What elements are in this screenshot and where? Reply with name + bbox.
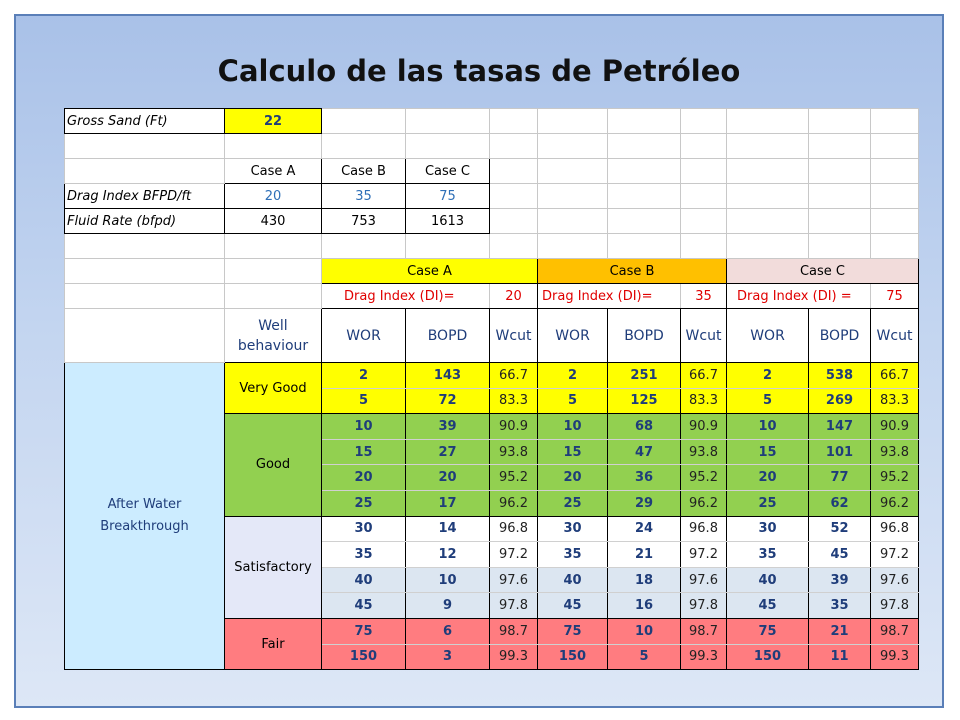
column-header-row — [65, 309, 919, 363]
blank-cell — [809, 184, 871, 209]
wcut-value: 66.7 — [490, 363, 538, 389]
blank-cell — [65, 259, 225, 284]
case-header: Case C — [406, 159, 490, 184]
wor-value: 5 — [727, 388, 809, 414]
wor-value: 2 — [727, 363, 809, 389]
wcut-value: 97.6 — [871, 567, 919, 593]
category-label: Good — [225, 414, 322, 516]
blank-cell — [809, 134, 871, 159]
case-header-row — [65, 159, 919, 184]
results-drag-index-label: Drag Index (DI)= — [538, 284, 681, 309]
bopd-value: 101 — [809, 439, 871, 465]
wor-value: 35 — [538, 542, 608, 568]
wcut-value: 99.3 — [490, 644, 538, 670]
blank-cell — [871, 234, 919, 259]
drag-index-value: 75 — [406, 184, 490, 209]
blank-cell — [681, 134, 727, 159]
results-case-c-header: Case C — [727, 259, 919, 284]
blank-cell — [225, 134, 322, 159]
blank-cell — [681, 209, 727, 234]
blank-cell — [871, 109, 919, 134]
drag-index-value: 35 — [322, 184, 406, 209]
wor-value: 20 — [322, 465, 406, 491]
well-behaviour-header: Well behaviour — [225, 309, 322, 363]
results-drag-index-row — [65, 284, 919, 309]
slide — [14, 14, 944, 708]
wor-value: 15 — [322, 439, 406, 465]
wor-value: 150 — [538, 644, 608, 670]
blank-cell — [65, 134, 225, 159]
blank-cell — [538, 184, 608, 209]
wor-value: 2 — [538, 363, 608, 389]
category-label: Satisfactory — [225, 516, 322, 618]
bopd-value: 47 — [608, 439, 681, 465]
wor-value: 25 — [538, 490, 608, 516]
wcut-value: 96.2 — [681, 490, 727, 516]
bopd-value: 35 — [809, 593, 871, 619]
blank-cell — [406, 234, 490, 259]
wor-value: 150 — [727, 644, 809, 670]
spreadsheet — [64, 108, 919, 670]
wor-value: 10 — [322, 414, 406, 440]
bopd-value: 52 — [809, 516, 871, 542]
wcut-value: 96.2 — [871, 490, 919, 516]
drag-index-value: 20 — [225, 184, 322, 209]
blank-cell — [490, 134, 538, 159]
category-label: Fair — [225, 618, 322, 669]
blank-cell — [681, 234, 727, 259]
bopd-value: 62 — [809, 490, 871, 516]
blank-cell — [490, 109, 538, 134]
blank-cell — [538, 234, 608, 259]
blank-cell — [871, 159, 919, 184]
bopd-value: 68 — [608, 414, 681, 440]
blank-cell — [681, 109, 727, 134]
results-drag-index-value: 20 — [490, 284, 538, 309]
wor-value: 25 — [322, 490, 406, 516]
blank-cell — [490, 159, 538, 184]
blank-cell — [65, 284, 225, 309]
blank-cell — [608, 184, 681, 209]
wor-value: 75 — [538, 618, 608, 644]
wor-value: 75 — [322, 618, 406, 644]
wcut-value: 93.8 — [681, 439, 727, 465]
wcut-value: 97.2 — [681, 542, 727, 568]
wcut-value: 95.2 — [871, 465, 919, 491]
wcut-value: 96.2 — [490, 490, 538, 516]
page-title: Calculo de las tasas de Petróleo — [217, 54, 741, 88]
blank-cell — [727, 184, 809, 209]
blank-cell — [809, 159, 871, 184]
blank-cell — [490, 209, 538, 234]
drag-index-row — [65, 184, 919, 209]
blank-cell — [727, 209, 809, 234]
wcut-value: 99.3 — [871, 644, 919, 670]
drag-index-label: Drag Index BFPD/ft — [65, 184, 225, 209]
wcut-value: 95.2 — [681, 465, 727, 491]
blank-cell — [322, 134, 406, 159]
wcut-value: 90.9 — [490, 414, 538, 440]
bopd-value: 21 — [809, 618, 871, 644]
blank-cell — [727, 109, 809, 134]
bopd-value: 39 — [809, 567, 871, 593]
gross-sand-row — [65, 109, 919, 134]
bopd-value: 24 — [608, 516, 681, 542]
blank-cell — [608, 209, 681, 234]
wcut-value: 90.9 — [871, 414, 919, 440]
wcut-value: 97.6 — [490, 567, 538, 593]
bopd-value: 251 — [608, 363, 681, 389]
wcut-value: 98.7 — [871, 618, 919, 644]
wor-value: 15 — [727, 439, 809, 465]
wor-value: 10 — [727, 414, 809, 440]
column-header: BOPD — [406, 309, 490, 363]
blank-cell — [322, 109, 406, 134]
blank-cell — [727, 234, 809, 259]
bopd-value: 538 — [809, 363, 871, 389]
bopd-value: 269 — [809, 388, 871, 414]
bopd-value: 20 — [406, 465, 490, 491]
gross-sand-label: Gross Sand (Ft) — [65, 109, 225, 134]
bopd-value: 45 — [809, 542, 871, 568]
wor-value: 35 — [322, 542, 406, 568]
bopd-value: 143 — [406, 363, 490, 389]
wor-value: 30 — [538, 516, 608, 542]
wor-value: 150 — [322, 644, 406, 670]
wor-value: 15 — [538, 439, 608, 465]
results-drag-index-value: 35 — [681, 284, 727, 309]
wcut-value: 97.2 — [871, 542, 919, 568]
bopd-value: 11 — [809, 644, 871, 670]
wcut-value: 95.2 — [490, 465, 538, 491]
blank-cell — [608, 159, 681, 184]
bopd-value: 14 — [406, 516, 490, 542]
bopd-value: 36 — [608, 465, 681, 491]
blank-cell — [608, 109, 681, 134]
wor-value: 2 — [322, 363, 406, 389]
blank-cell — [406, 109, 490, 134]
blank-cell — [538, 209, 608, 234]
bopd-value: 77 — [809, 465, 871, 491]
wcut-value: 96.8 — [871, 516, 919, 542]
column-header: WOR — [727, 309, 809, 363]
wcut-value: 97.8 — [871, 593, 919, 619]
data-row — [65, 363, 919, 389]
fluid-rate-value: 430 — [225, 209, 322, 234]
blank-cell — [65, 159, 225, 184]
blank-cell — [538, 109, 608, 134]
blank-row — [65, 134, 919, 159]
wcut-value: 90.9 — [681, 414, 727, 440]
bopd-value: 6 — [406, 618, 490, 644]
blank-cell — [727, 134, 809, 159]
after-breakthrough-label: After Water Breakthrough — [65, 363, 225, 670]
blank-cell — [322, 234, 406, 259]
blank-cell — [727, 159, 809, 184]
bopd-value: 5 — [608, 644, 681, 670]
wcut-value: 97.6 — [681, 567, 727, 593]
wcut-value: 99.3 — [681, 644, 727, 670]
blank-cell — [681, 184, 727, 209]
bopd-value: 125 — [608, 388, 681, 414]
results-case-b-header: Case B — [538, 259, 727, 284]
wcut-value: 98.7 — [681, 618, 727, 644]
blank-cell — [871, 209, 919, 234]
bopd-value: 27 — [406, 439, 490, 465]
bopd-value: 29 — [608, 490, 681, 516]
wcut-value: 96.8 — [681, 516, 727, 542]
blank-cell — [225, 234, 322, 259]
wcut-value: 96.8 — [490, 516, 538, 542]
blank-cell — [871, 134, 919, 159]
column-header: Wcut — [681, 309, 727, 363]
blank-cell — [65, 234, 225, 259]
wcut-value: 97.8 — [681, 593, 727, 619]
wcut-value: 98.7 — [490, 618, 538, 644]
column-header: WOR — [322, 309, 406, 363]
column-header: Wcut — [871, 309, 919, 363]
column-header: BOPD — [608, 309, 681, 363]
wor-value: 25 — [727, 490, 809, 516]
wor-value: 40 — [322, 567, 406, 593]
results-drag-index-label: Drag Index (DI) = — [727, 284, 871, 309]
blank-cell — [65, 309, 225, 363]
category-label: Very Good — [225, 363, 322, 414]
wor-value: 5 — [322, 388, 406, 414]
bopd-value: 17 — [406, 490, 490, 516]
blank-cell — [608, 134, 681, 159]
wor-value: 10 — [538, 414, 608, 440]
fluid-rate-label: Fluid Rate (bfpd) — [65, 209, 225, 234]
blank-cell — [490, 184, 538, 209]
blank-cell — [225, 284, 322, 309]
blank-cell — [406, 134, 490, 159]
fluid-rate-value: 1613 — [406, 209, 490, 234]
blank-cell — [490, 234, 538, 259]
wor-value: 45 — [727, 593, 809, 619]
wcut-value: 66.7 — [871, 363, 919, 389]
bopd-value: 3 — [406, 644, 490, 670]
wcut-value: 83.3 — [871, 388, 919, 414]
blank-cell — [681, 159, 727, 184]
results-drag-index-value: 75 — [871, 284, 919, 309]
fluid-rate-value: 753 — [322, 209, 406, 234]
wcut-value: 93.8 — [871, 439, 919, 465]
results-case-a-header: Case A — [322, 259, 538, 284]
wor-value: 35 — [727, 542, 809, 568]
wor-value: 75 — [727, 618, 809, 644]
wor-value: 20 — [538, 465, 608, 491]
gross-sand-value: 22 — [225, 109, 322, 134]
wor-value: 20 — [727, 465, 809, 491]
wcut-value: 66.7 — [681, 363, 727, 389]
bopd-value: 39 — [406, 414, 490, 440]
blank-cell — [871, 184, 919, 209]
wcut-value: 83.3 — [490, 388, 538, 414]
blank-cell — [225, 259, 322, 284]
wor-value: 45 — [322, 593, 406, 619]
bopd-value: 10 — [608, 618, 681, 644]
bopd-value: 12 — [406, 542, 490, 568]
results-drag-index-label: Drag Index (DI)= — [322, 284, 490, 309]
results-case-header-row — [65, 259, 919, 284]
wor-value: 5 — [538, 388, 608, 414]
blank-cell — [809, 109, 871, 134]
blank-cell — [608, 234, 681, 259]
bopd-value: 21 — [608, 542, 681, 568]
fluid-rate-row — [65, 209, 919, 234]
wcut-value: 93.8 — [490, 439, 538, 465]
wcut-value: 83.3 — [681, 388, 727, 414]
wcut-value: 97.8 — [490, 593, 538, 619]
case-header: Case A — [225, 159, 322, 184]
wor-value: 40 — [727, 567, 809, 593]
blank-cell — [809, 209, 871, 234]
blank-row — [65, 234, 919, 259]
bopd-value: 10 — [406, 567, 490, 593]
case-header: Case B — [322, 159, 406, 184]
wor-value: 40 — [538, 567, 608, 593]
bopd-value: 9 — [406, 593, 490, 619]
column-header: Wcut — [490, 309, 538, 363]
bopd-value: 16 — [608, 593, 681, 619]
column-header: WOR — [538, 309, 608, 363]
bopd-value: 72 — [406, 388, 490, 414]
blank-cell — [809, 234, 871, 259]
wor-value: 30 — [727, 516, 809, 542]
column-header: BOPD — [809, 309, 871, 363]
bopd-value: 18 — [608, 567, 681, 593]
blank-cell — [538, 159, 608, 184]
wcut-value: 97.2 — [490, 542, 538, 568]
wor-value: 30 — [322, 516, 406, 542]
bopd-value: 147 — [809, 414, 871, 440]
wor-value: 45 — [538, 593, 608, 619]
blank-cell — [538, 134, 608, 159]
